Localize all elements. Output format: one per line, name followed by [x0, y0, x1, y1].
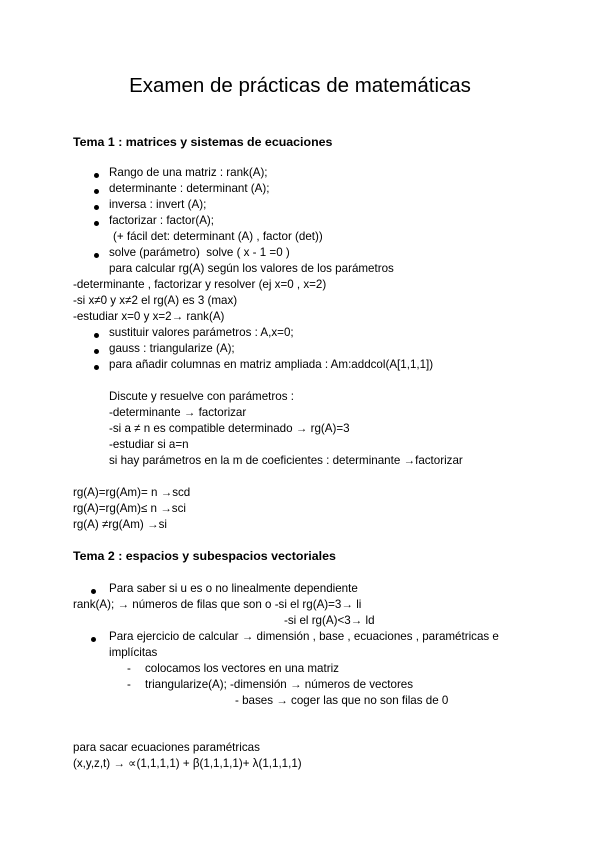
text-line: -estudiar x=0 y x=2→ rank(A)	[73, 310, 225, 323]
rank-rule: rg(A)=rg(Am)≤ n →sci	[73, 502, 186, 515]
bullet	[94, 173, 99, 178]
list-item: solve (parámetro) solve ( x - 1 =0 )	[109, 246, 290, 259]
discute-line: Discute y resuelve con parámetros :	[109, 390, 294, 403]
discute-line: -estudiar si a=n	[109, 438, 189, 451]
param-label: para sacar ecuaciones paramétricas	[73, 741, 260, 754]
discute-line: si hay parámetros en la m de coeficientes : determinante →factorizar	[109, 454, 463, 467]
list-item: Para ejercicio de calcular → dimensión , base , ecuaciones , paramétricas e	[109, 630, 499, 643]
bullet	[94, 221, 99, 226]
text-line: -si x≠0 y x≠2 el rg(A) es 3 (max)	[73, 294, 238, 307]
rank-rule: rg(A) ≠rg(Am) →si	[73, 518, 167, 531]
sub-item: triangularize(A); -dimensión → números de vectores	[145, 678, 414, 691]
list-item: determinante : determinant (A);	[109, 182, 270, 195]
discute-line: -si a ≠ n es compatible determinado → rg(A)=3	[109, 422, 350, 435]
bullet	[94, 365, 99, 370]
bullet	[91, 589, 96, 594]
page-title: Examen de prácticas de matemáticas	[129, 74, 471, 97]
list-item-note: para calcular rg(A) según los valores de los parámetros	[109, 262, 394, 275]
dash-marker: -	[127, 662, 131, 675]
text-line: -si el rg(A)<3→ ld	[284, 614, 375, 627]
list-item-cont: implícitas	[109, 646, 158, 659]
bullet	[94, 253, 99, 258]
list-item: inversa : invert (A);	[109, 198, 207, 211]
rank-rule: rg(A)=rg(Am)= n →scd	[73, 486, 191, 499]
list-item: para añadir columnas en matriz ampliada : Am:addcol(A[1,1,1])	[109, 358, 434, 371]
tema1-heading: Tema 1 : matrices y sistemas de ecuaciones	[73, 135, 333, 149]
sub-item: colocamos los vectores en una matriz	[145, 662, 339, 675]
bullet	[94, 349, 99, 354]
param-equation: (x,y,z,t) → ∝(1,1,1,1) + β(1,1,1,1)+ λ(1,1,1,1)	[73, 757, 302, 770]
text-line: rank(A); → números de filas que son o -si el rg(A)=3→ li	[73, 598, 362, 611]
bullet	[94, 205, 99, 210]
text-line: -determinante , factorizar y resolver (ej x=0 , x=2)	[73, 278, 327, 291]
sub-item: - bases → coger las que no son filas de 0	[235, 694, 449, 707]
tema2-heading: Tema 2 : espacios y subespacios vectoriales	[73, 549, 336, 563]
dash-marker: -	[127, 678, 131, 691]
list-item: gauss : triangularize (A);	[109, 342, 235, 355]
discute-line: -determinante → factorizar	[109, 406, 247, 419]
bullet	[94, 189, 99, 194]
list-item: sustituir valores parámetros : A,x=0;	[109, 326, 294, 339]
bullet	[94, 333, 99, 338]
list-item: Para saber si u es o no linealmente dependiente	[109, 582, 358, 595]
bullet	[91, 637, 96, 642]
list-item: factorizar : factor(A);	[109, 214, 215, 227]
list-item: Rango de una matriz : rank(A);	[109, 166, 268, 179]
list-item-note: (+ fácil det: determinant (A) , factor (det))	[113, 230, 323, 243]
